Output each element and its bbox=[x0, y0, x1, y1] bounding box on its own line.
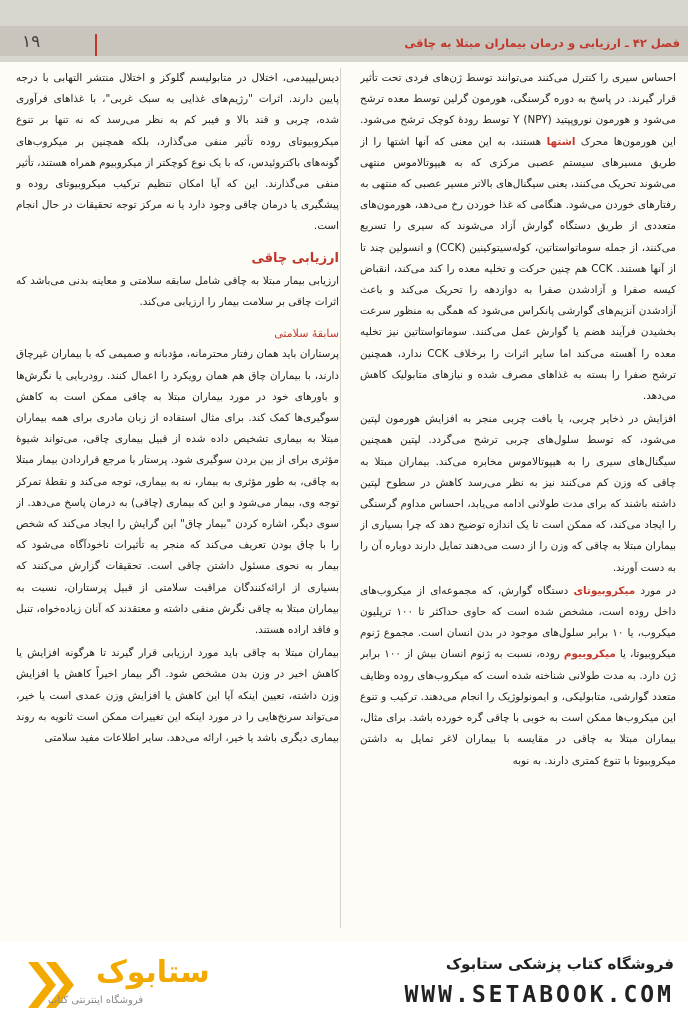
text: در مورد bbox=[640, 584, 676, 597]
text: احساس سیری را کنترل می‌کنند می‌توانند توسط ژن‌های فردی تحت تأثیر قرار گیرند. در پاسخ به دوره گرسنگی، هورمون گرلین توسط معده ترشح می‌شود و هورمون نوروپپتید Y (NPY) توسط رودهٔ کوچک ترشح می‌شود. این هورمون‌ها محرک bbox=[360, 72, 676, 148]
subsection-title: سابقهٔ سلامتی bbox=[274, 327, 339, 341]
page-header bbox=[0, 0, 688, 62]
right-column bbox=[360, 68, 676, 928]
highlight-term: اشتها bbox=[546, 135, 576, 148]
chapter-title: فصل ۴۲ ـ ارزیابی و درمان بیماران مبتلا به چاقی bbox=[404, 36, 680, 50]
highlight-term: میکروبیوتای bbox=[573, 584, 636, 597]
left-column bbox=[16, 68, 339, 934]
logo-name: ستابوک bbox=[96, 955, 210, 990]
paragraph: دیس‌لیپیدمی، اختلال در متابولیسم گلوکز و اختلال منتشر التهابی با درجه پایین دارند. اثرات "رژیم‌های غذایی به سبک غربی"، با غذاهای فرآوری شده، چربی و قند بالا و فیبر کم به نظر می‌رسد که نه تنها بر تنوع میکروبیوتای روده تأثیر منفی می‌گذارد، بلکه همچنین بر میکروب‌های گونه‌های باکتروئیدس، که با یک نوع کوچکتر از میکروبیوم همراه هستند، تأثیر منفی می‌گذارند. این که آیا امکان تنظیم ترکیب میکروبیوتای روده و پیشگیری یا درمان چاقی وجود دارد یا نه مرکز توجه تحقیقات در حال انجام است. bbox=[16, 72, 339, 233]
logo-tagline: فروشگاه اینترنتی کتاب bbox=[48, 995, 144, 1006]
highlight-term: میکروبیوم bbox=[563, 648, 616, 661]
text: هستند، به این معنی که آنها اشتها را از طریق مسیرهای سیستم عصبی مرکزی که به هیپوتالاموس منتهی می‌شوند تحریک می‌کنند، یعنی سیگنال‌های بالاتر مسیر عصبی که منتهی به رفتارهای خوردن می‌شود. هنگامی که غذا خوردن رخ می‌دهد، هورمون‌های متعددی از طریق دستگاه گوارش آزاد می‌شوند که سیری را تسریع می‌کنند، از جمله سوماتواستاتین، کوله‌سیتوکینین (CCK) و انسولین چند تا از آنها هستند. CCK هم چنین حرکت و تخلیه معده را کند می‌کند، انقباض کیسه صفرا و آزادشدن صفرا به دوازدهه را تحریک می‌کند و باعث آزادشدن آنزیم‌های گوارشی پانکراس می‌شود که همگی به منظور سرعت بخشیدن فرآیند هضم یا گوارش عمل می‌کنند. سوماتواستاتین نیز تخلیه معده را آهسته می‌کند اما سایر اثرات را برخلاف CCK ندارد، همچنین ترشح صفرا را بسته به غذاهای مصرف شده و نیازهای متابولیک کاهش می‌دهد. bbox=[360, 135, 676, 403]
column-divider bbox=[340, 68, 341, 928]
text: روده، نسبت به ژنوم انسان بیش از ۱۰۰ برابر ژن دارد. به مدت طولانی شناخته شده است که میکروب‌های روده وظایف متعدد گوارشی، متابولیکی، و ایمونولوژیک را انجام می‌دهند. ترکیب و تنوع این میکروب‌ها ممکن است به خوبی با چاقی گره خورده باشد. برای مثال، بیماران مبتلا به چاقی در مقایسه با بیماران لاغر تمایل به داشتن میکروبیوتا با تنوع کمتری دارند. به نوبه bbox=[360, 648, 676, 767]
store-url[interactable]: WWW.SETABOOK.COM bbox=[404, 982, 674, 1008]
page-number: ۱۹ bbox=[22, 32, 41, 52]
paragraph: پرستاران باید همان رفتار محترمانه، مؤدبانه و صمیمی که با بیماران غیرچاق دارند، با بیماران چاق هم همان رویکرد را اعمال کنند. رودربایی یا نگرش‌ها و باورهای خود در مورد بیماران مبتلا به چاقی ممکن است به کاهش سوگیری‌ها کمک کند. برای مثال استفاده از زبان مادری برای همه بیماران مبتلا به بیماری تشخیص داده شده از قبیل بیماری چاقی، می‌تواند شیوهٔ مؤثری برای از بین بردن سوگیری شود. پرستار با مرجع قراردادن بیمار مبتلا به چاقی، به طور مؤثری به بیمار، نه به بیماری، توجه می‌کند و نقطهٔ تمرکز توجه وی، بیمار می‌شود و این که بیماری (چاقی) به درمان پاسخ می‌دهد. از سوی دیگر، اشاره کردن "بیمار چاق" این گرایش را ایجاد می‌کند که شخص را با چاق بودن تعریف می‌کند که منجر به تأثیرات ناخودآگاه می‌شود که بیمار به نحوی مسئول داشتن چاقی است. تحقیقات گزارش می‌کنند که بسیاری از ارائه‌کنندگان مراقبت سلامتی از قبیل پرستاران، نسبت به بیماران مبتلا به چاقی نگرش منفی داشته و معتقدند که آنان زیاده‌خواه، تنبل و فاقد اراده هستند. bbox=[16, 348, 339, 637]
paragraph bbox=[360, 68, 676, 407]
paragraph: بیماران مبتلا به چاقی باید مورد ارزیابی قرار گیرند تا هرگونه افزایش یا کاهش اخیر در وزن بدن مشخص شود. اگر بیمار اخیراً کاهش یا افزایش وزن داشته، تعیین اینکه آیا این کاهش یا افزایش وزن عمدی است یا خیر، می‌تواند سرنخ‌هایی را در مورد اینکه این تغییرات ممکن است ثانویه به روند بیماری دیگری باشد یا خیر، ارائه می‌دهد. سایر اطلاعات مفید سلامتی bbox=[16, 647, 339, 745]
paragraph: افزایش در ذخایر چربی، یا بافت چربی منجر به افزایش هورمون لپتین می‌شود، که توسط سلول‌های چربی ترشح می‌گردد. لپتین همچنین سیگنال‌های سیری را به هیپوتالاموس مخابره می‌کند. بیماران مبتلا به چاقی که وزن کم می‌کنند نیز به نظر می‌رسد کاهش در سطوح لپتین داشته باشند که برای مدت طولانی ادامه می‌یابد، احساس مداوم گرسنگی را ایجاد می‌کند، که ممکن است تا یک اندازه توضیح دهد که چرا بسیاری از بیماران مبتلا به چاقی که وزن را از دست می‌دهند تمایل دارند دوباره آن را به دست آورند. bbox=[360, 413, 676, 574]
text: دستگاه گوارش، که مجموعه‌ای از میکروب‌های داخل روده است، مشخص شده است که حاوی حداکثر تا ۱۰۰ تریلیون میکروب، یا ۱۰ برابر سلول‌های موجود در بدن انسان است. مجموع ژنوم میکروبیوتا، یا bbox=[360, 584, 676, 661]
paragraph bbox=[360, 581, 676, 772]
store-name: فروشگاه کتاب پزشکی ستابوک bbox=[445, 955, 674, 973]
paragraph: ارزیابی بیمار مبتلا به چاقی شامل سابقه سلامتی و معاینه بدنی می‌باشد که اثرات چاقی بر سلامت بیمار را ارزیابی می‌کند. bbox=[16, 274, 339, 309]
section-title: ارزیابی چاقی bbox=[251, 250, 339, 266]
